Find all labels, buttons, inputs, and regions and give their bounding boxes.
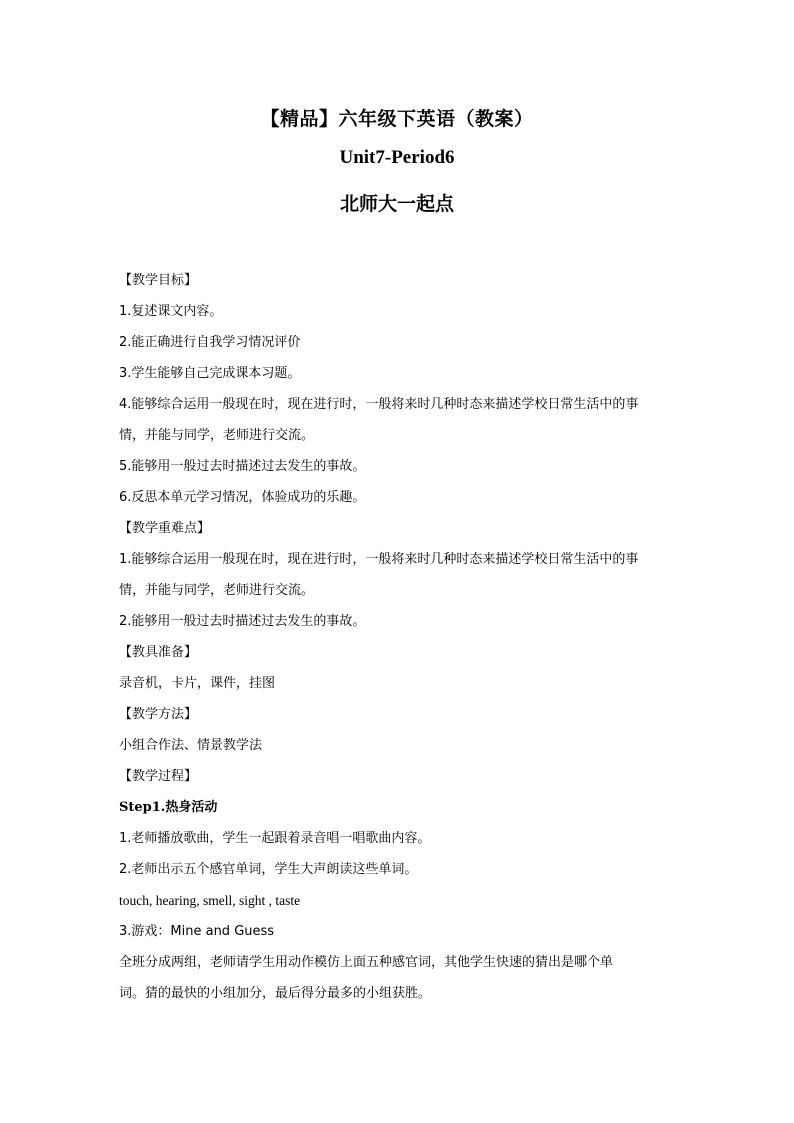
- section-heading: 【教学重难点】: [119, 521, 211, 536]
- body-line: 小组合作法、情景教学法: [119, 738, 263, 753]
- body-line: 6.反思本单元学习情况，体验成功的乐趣。: [119, 490, 366, 505]
- document-body: [119, 265, 689, 1009]
- section-heading: 【教学目标】: [119, 273, 198, 288]
- body-line: 2.能正确进行自我学习情况评价: [119, 335, 301, 350]
- body-line: 情，并能与同学，老师进行交流。: [119, 583, 315, 598]
- body-line: 词。猜的最快的小组加分，最后得分最多的小组获胜。: [119, 986, 432, 1001]
- document-title: 【精品】六年级下英语（教案）: [260, 108, 534, 130]
- body-line: 录音机，卡片，课件，挂图: [119, 676, 276, 691]
- body-line: touch, hearing, smell, sight , taste: [119, 893, 301, 908]
- body-line: 5.能够用一般过去时描述过去发生的事故。: [119, 459, 366, 474]
- body-line: 1.老师播放歌曲，学生一起跟着录音唱一唱歌曲内容。: [119, 831, 431, 846]
- body-line: 情，并能与同学，老师进行交流。: [119, 428, 315, 443]
- body-line: 2.能够用一般过去时描述过去发生的事故。: [119, 614, 366, 629]
- body-line: 3.游戏：Mine and Guess: [119, 924, 275, 939]
- document-subtitle: Unit7-Period6: [339, 147, 455, 168]
- step-heading: Step1.热身活动: [119, 800, 218, 815]
- section-heading: 【教学方法】: [119, 707, 198, 722]
- body-line: 1.复述课文内容。: [119, 304, 223, 319]
- body-line: 1.能够综合运用一般现在时，现在进行时，一般将来时几种时态来描述学校日常生活中的事: [119, 552, 639, 567]
- document-publisher: 北师大一起点: [339, 193, 454, 215]
- body-line: 3.学生能够自己完成课本习题。: [119, 366, 301, 381]
- body-line: 全班分成两组，老师请学生用动作模仿上面五种感官词，其他学生快速的猜出是哪个单: [119, 955, 614, 970]
- section-heading: 【教学过程】: [119, 769, 198, 784]
- body-line: 2.老师出示五个感官单词，学生大声朗读这些单词。: [119, 862, 418, 877]
- section-heading: 【教具准备】: [119, 645, 198, 660]
- body-line: 4.能够综合运用一般现在时，现在进行时，一般将来时几种时态来描述学校日常生活中的事: [119, 397, 639, 412]
